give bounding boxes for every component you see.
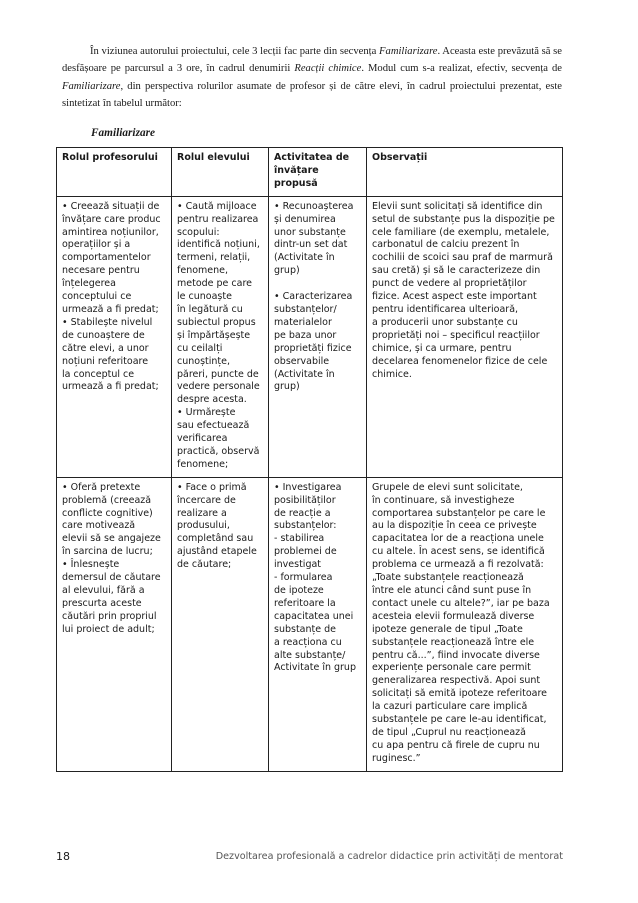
intro-text-3: . Modul cum s-a realizat, efectiv, secvența de — [361, 63, 563, 75]
intro-text-4: , din perspectiva rolurilor asumate de profesor și de către elevi, în cadrul proiectului prezentat, este sintetizat în tabelul următor: — [62, 80, 562, 109]
cell-learning-activity: • Investigarea posibilităților de reacție a substanțelor: - stabilirea problemei de investigat - formularea de ipoteze referitoare la capacitatea unei substanțe de a reacționa cu alte substanțe/ Activitate în grup — [269, 477, 367, 771]
cell-student-role: • Caută mijloace pentru realizarea scopului: identifică noțiuni, termeni, relații, fenomene, metode pe care le cunoaște în legătură cu subiectul propus și împărtășește cu ceilalți cunoștințe, păreri, puncte de vedere personale despre acesta. • Urmărește sau efectuează verificarea practică, observă fenomene; — [172, 196, 269, 477]
cell-observations: Grupele de elevi sunt solicitate, în continuare, să investigheze comportarea substanțelor pe care le au la dispoziție în ceea ce privește capacitatea lor de a reacționa unele cu altele. În acest sens, se identifică problema ce urmează a fi rezolvată: „Toate substanțele reacționează între ele atunci când sunt puse în contact unele cu altele?”, iar pe baza acesteia elevii formulează diverse ipoteze generale de tipul „Toate substanțele reacționează între ele pentru că...”, fiind invocate diverse experiențe personale care permit generalizarea respectivă. Apoi sunt solicitați să emită ipoteze referitoare la cazuri particulare care implică substanțele pe care le-au identificat, de tipul „Cuprul nu reacționează cu apa pentru că firele de cupru nu ruginesc.” — [367, 477, 563, 771]
cell-observations: Elevii sunt solicitați să identifice din setul de substanțe pus la dispoziție pe cele familiare (de exemplu, metalele, carbonatul de calciu prezent în cochilii de scoici sau praf de marmură sau cretă) și să le caracterizeze din punct de vedere al proprietăților fizice. Acest aspect este important pentru identificarea ulterioară, a producerii unor substanțe cu proprietăți noi – specificul reacțiilor chimice, și ca urmare, pentru decelarea fenomenelor fizice de cele chimice. — [367, 196, 563, 477]
table-row — [57, 477, 563, 771]
intro-emphasis-2: Reacții chimice — [294, 63, 362, 75]
header-student-role: Rolul elevului — [172, 148, 269, 197]
table-header-row — [57, 148, 563, 197]
intro-paragraph — [62, 43, 562, 112]
familiarization-table — [56, 147, 563, 772]
cell-teacher-role: • Oferă pretexte problemă (creează conflicte cognitive) care motivează elevii să se angajeze în sarcina de lucru; • Înlesnește demersul de căutare al elevului, fără a prescurta aceste căutări prin propriul lui proiect de adult; — [57, 477, 172, 771]
running-title: Dezvoltarea profesională a cadrelor didactice prin activități de mentorat — [215, 851, 563, 862]
header-observations: Observații — [367, 148, 563, 197]
intro-text-2: . Aceasta este prevăzută să se desfășoare pe parcursul a 3 ore, în cadrul denumirii — [62, 46, 562, 75]
cell-teacher-role: • Creează situații de învățare care produc amintirea noțiunilor, operațiilor și a comportamentelor necesare pentru înțelegerea conceptului ce urmează a fi predat; • Stabilește nivelul de cunoaștere de către elevi, a unor noțiuni referitoare la conceptul ce urmează a fi predat; — [57, 196, 172, 477]
table-row — [57, 196, 563, 477]
cell-student-role: • Face o primă încercare de realizare a produsului, completând sau ajustând etapele de căutare; — [172, 477, 269, 771]
page-number: 18 — [56, 850, 70, 863]
header-teacher-role: Rolul profesorului — [57, 148, 172, 197]
intro-text-1: În viziunea autorului proiectului, cele 3 lecții fac parte din secvența — [90, 46, 380, 57]
header-learning-activity: Activitatea de învățare propusă — [269, 148, 367, 197]
intro-emphasis-3: Familiarizare — [62, 80, 121, 92]
intro-emphasis-1: Familiarizare — [379, 46, 438, 57]
section-title: Familiarizare — [91, 127, 156, 139]
cell-learning-activity: • Recunoașterea și denumirea unor substanțe dintr-un set dat (Activitate în grup) • Caracterizarea substanțelor/ materialelor pe baza unor proprietăți fizice observabile (Activitate în grup) — [269, 196, 367, 477]
